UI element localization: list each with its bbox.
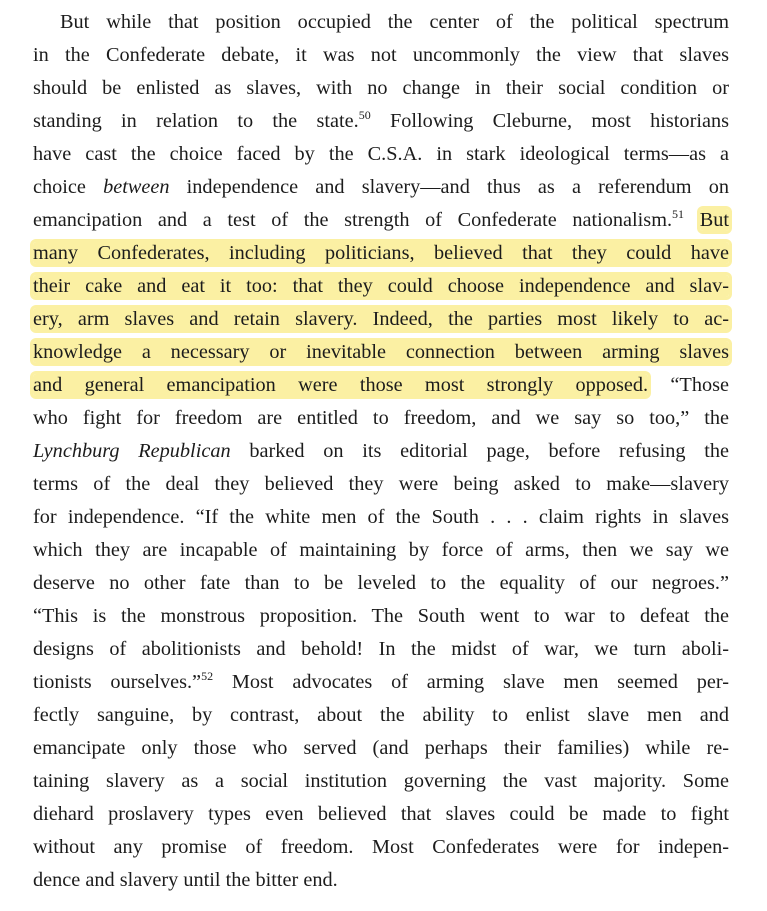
highlighted-text: ery, arm slaves and retain slavery. Indeed, the parties most likely to ac- — [33, 308, 729, 330]
text-run: emancipation and a test of the strength of Confederate nationalism. — [33, 209, 673, 231]
text-line-26 — [33, 831, 729, 864]
highlighted-text: their cake and eat it too: that they could choose independence and slav- — [33, 275, 729, 297]
text-line-7 — [33, 204, 729, 237]
text-run: taining slavery as a social institution governing the vast majority. Some — [33, 770, 729, 792]
text-line-15 — [33, 468, 729, 501]
text-run: should be enlisted as slaves, with no change in their social condition or — [33, 77, 729, 99]
text-line-5 — [33, 138, 729, 171]
text-run — [684, 209, 700, 231]
text-line-2 — [33, 39, 729, 72]
text-run: Most advocates of arming slave men seemed per- — [213, 671, 729, 693]
text-run: tionists ourselves.” — [33, 671, 202, 693]
highlighted-text: knowledge a necessary or inevitable connection between arming slaves — [33, 341, 729, 363]
text-line-12 — [33, 369, 729, 402]
text-run: dence and slavery until the bitter end. — [33, 869, 338, 891]
text-line-22 — [33, 699, 729, 732]
text-line-11 — [33, 336, 729, 369]
text-run: fectly sanguine, by contrast, about the ability to enlist slave men and — [33, 704, 729, 726]
footnote-marker: 52 — [201, 669, 214, 684]
highlighted-text: many Confederates, including politicians, believed that they could have — [33, 242, 729, 264]
text-line-25 — [33, 798, 729, 831]
highlighted-text: and general emancipation were those most strongly opposed. — [33, 374, 649, 396]
text-run: “This is the monstrous proposition. The South went to war to defeat the — [33, 605, 729, 627]
text-line-3 — [33, 72, 729, 105]
text-run: without any promise of freedom. Most Confederates were for indepen- — [33, 836, 729, 858]
footnote-marker: 50 — [358, 108, 371, 123]
text-run: independence and slavery—and thus as a referendum on — [169, 176, 729, 198]
text-line-20 — [33, 633, 729, 666]
text-run: diehard proslavery types even believed that slaves could be made to fight — [33, 803, 729, 825]
footnote-marker: 51 — [672, 207, 685, 222]
text-run: But while that position occupied the center of the political spectrum — [60, 11, 729, 33]
text-run: emancipate only those who served (and perhaps their families) while re- — [33, 737, 729, 759]
text-run: barked on its editorial page, before refusing the — [230, 440, 729, 462]
text-line-24 — [33, 765, 729, 798]
text-run: for independence. “If the white men of the South . . . claim rights in slaves — [33, 506, 729, 528]
text-line-19 — [33, 600, 729, 633]
text-run: in the Confederate debate, it was not uncommonly the view that slaves — [33, 44, 729, 66]
text-line-4 — [33, 105, 729, 138]
highlighted-text: But — [699, 209, 729, 231]
text-line-8 — [33, 237, 729, 270]
text-line-17 — [33, 534, 729, 567]
text-run: deserve no other fate than to be leveled to the equality of our negroes.” — [33, 572, 729, 594]
text-line-16 — [33, 501, 729, 534]
text-line-18 — [33, 567, 729, 600]
text-line-21 — [33, 666, 729, 699]
text-line-1 — [60, 6, 729, 39]
text-line-10 — [33, 303, 729, 336]
text-run: have cast the choice faced by the C.S.A. in stark ideological terms—as a — [33, 143, 729, 165]
text-run: Following Cleburne, most historians — [370, 110, 729, 132]
text-run: choice — [33, 176, 104, 198]
text-line-23 — [33, 732, 729, 765]
text-run: “Those — [648, 374, 729, 396]
text-line-6 — [33, 171, 729, 204]
emphasis-text: between — [103, 176, 170, 198]
emphasis-text: Lynchburg Republican — [33, 440, 231, 462]
text-run: terms of the deal they believed they were being asked to make—slavery — [33, 473, 729, 495]
text-run: who fight for freedom are entitled to freedom, and we say so too,” the — [33, 407, 729, 429]
text-run: standing in relation to the state. — [33, 110, 359, 132]
text-line-9 — [33, 270, 729, 303]
text-line-14 — [33, 435, 729, 468]
text-run: designs of abolitionists and behold! In the midst of war, we turn aboli- — [33, 638, 729, 660]
text-run: which they are incapable of maintaining by force of arms, then we say we — [33, 539, 729, 561]
text-line-13 — [33, 402, 729, 435]
text-line-27 — [33, 864, 729, 897]
